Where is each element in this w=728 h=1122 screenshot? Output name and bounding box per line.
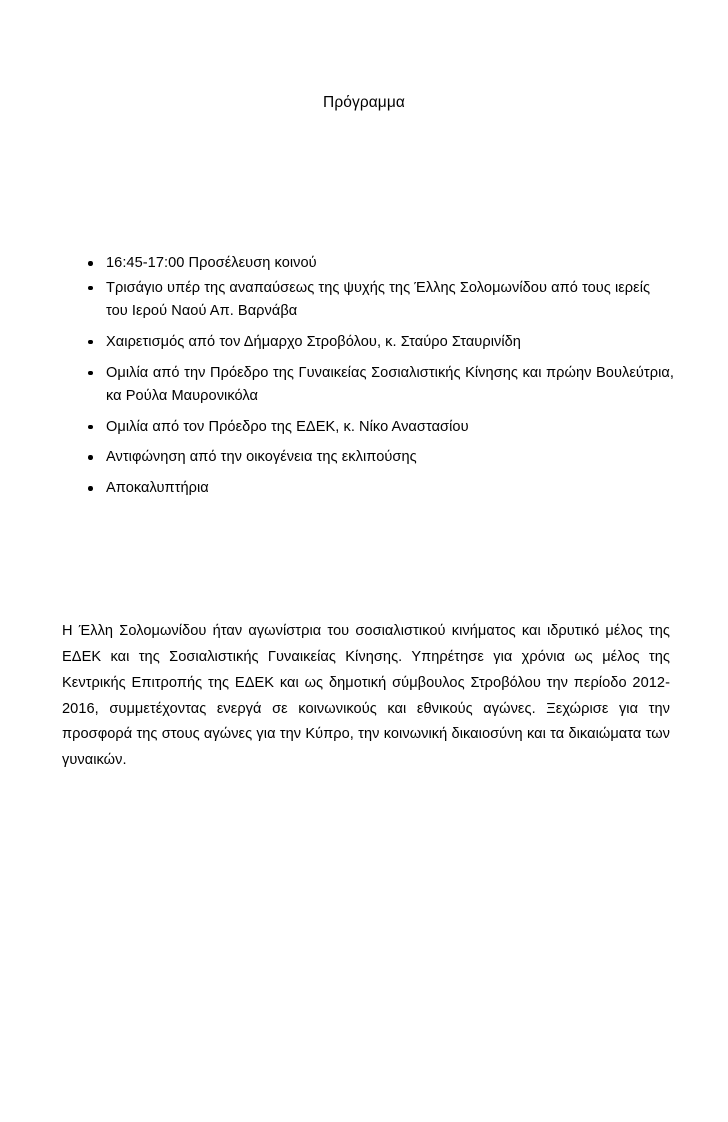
document-page	[0, 92, 728, 1122]
biography-paragraph: Η Έλλη Σολομωνίδου ήταν αγωνίστρια του σοσιαλιστικού κινήματος και ιδρυτικό μέλος της ΕΔΕΚ και της Σοσιαλιστικής Γυναικείας Κίνησης. Υπηρέτησε για χρόνια ως μέλος της Κεντρικής Επιτροπής της ΕΔΕΚ και ως δημοτική σύμβουλος Στροβόλου την περίοδο 2012-2016, συμμετέχοντας ενεργά σε κοινωνικούς και εθνικούς αγώνες. Ξεχώρισε για την προσφορά της στους αγώνες για την Κύπρο, την κοινωνική δικαιοσύνη και τα δικαιώματα των γυναικών.	[62, 622, 670, 769]
list-item: Ομιλία από την Πρόεδρο της Γυναικείας Σοσιαλιστικής Κίνησης και πρώην Βουλεύτρια, κα Ρούλα Μαυρονικόλα	[64, 362, 674, 409]
list-item: Αντιφώνηση από την οικογένεια της εκλιπούσης	[64, 446, 674, 470]
list-item: Αποκαλυπτήρια	[64, 477, 674, 501]
program-list	[64, 252, 674, 508]
list-item: Ομιλία από τον Πρόεδρο της ΕΔΕΚ, κ. Νίκο Αναστασίου	[64, 416, 674, 440]
list-item: Χαιρετισμός από τον Δήμαρχο Στροβόλου, κ. Σταύρο Σταυρινίδη	[64, 331, 674, 355]
page-title: Πρόγραμμα	[323, 94, 405, 111]
list-item: 16:45-17:00 Προσέλευση κοινού	[64, 252, 674, 276]
list-item: Τρισάγιο υπέρ της αναπαύσεως της ψυχής της Έλλης Σολομωνίδου από τους ιερείς του Ιερού Ναού Απ. Βαρνάβα	[64, 277, 674, 324]
